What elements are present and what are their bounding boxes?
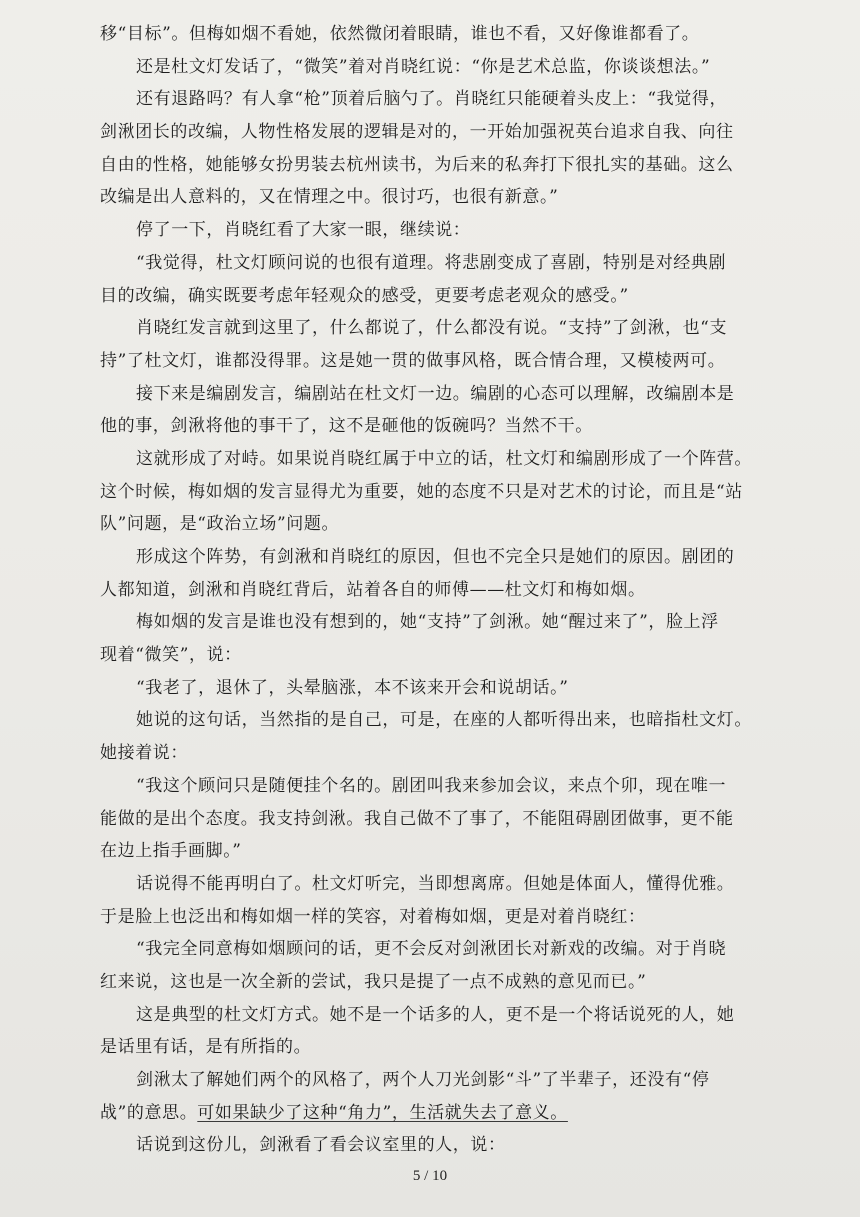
- text-line: 是话里有话，是有所指的。: [100, 1037, 312, 1058]
- text-line: 梅如烟的发言是谁也没有想到的，她“支持”了剑湫。她“醒过来了”，脸上浮: [136, 612, 719, 633]
- text-line: 人都知道，剑湫和肖晓红背后，站着各自的师傅——杜文灯和梅如烟。: [100, 579, 646, 600]
- text-line: 肖晓红发言就到这里了，什么都说了，什么都没有说。“支持”了剑湫，也“支: [136, 318, 728, 339]
- text-line: “我完全同意梅如烟顾问的话，更不会反对剑湫团长对新戏的改编。对于肖晓: [136, 939, 727, 960]
- body-text: [100, 18, 800, 1162]
- text-line: 她接着说：: [100, 743, 188, 764]
- text-line: 话说得不能再明白了。杜文灯听完，当即想离席。但她是体面人，懂得优雅。: [136, 873, 735, 894]
- text-line: 这个时候，梅如烟的发言显得尤为重要，她的态度不只是对艺术的讨论，而且是“站: [100, 481, 743, 502]
- text-line: 能做的是出个态度。我支持剑湫。我自己做不了事了，不能阻碍剧团做事，更不能: [100, 808, 734, 829]
- text-line: 这就形成了对峙。如果说肖晓红属于中立的话，杜文灯和编剧形成了一个阵营。: [136, 448, 752, 469]
- text-line: 接下来是编剧发言，编剧站在杜文灯一边。编剧的心态可以理解，改编剧本是: [136, 383, 735, 404]
- text-line: 在边上指手画脚。”: [100, 841, 242, 862]
- page-number: 5 / 10: [412, 1168, 448, 1184]
- text-line: 他的事，剑湫将他的事干了，这不是砸他的饭碗吗？当然不干。: [100, 416, 593, 437]
- text-line: 于是脸上也泛出和梅如烟一样的笑容，对着梅如烟，更是对着肖晓红：: [100, 906, 646, 927]
- text-line: 目的改编，确实既要考虑年轻观众的感受，更要考虑老观众的感受。”: [100, 285, 629, 306]
- text-line: 持”了杜文灯，谁都没得罪。这是她一贯的做事风格，既合情合理，又模棱两可。: [100, 350, 726, 371]
- text-line: 现着“微笑”，说：: [100, 645, 242, 666]
- text-line: “我觉得，杜文灯顾问说的也很有道理。将悲剧变成了喜剧，特别是对经典剧: [136, 252, 727, 273]
- text-line: 形成这个阵势，有剑湫和肖晓红的原因，但也不完全只是她们的原因。剧团的: [136, 547, 735, 567]
- text-line: [100, 1097, 800, 1130]
- text-line: 移“目标”。但梅如烟不看她，依然微闭着眼睛，谁也不看，又好像谁都看了。: [100, 24, 700, 44]
- text-line: 还是杜文灯发话了，“微笑”着对肖晓红说：“你是艺术总监，你谈谈想法。”: [136, 56, 711, 77]
- text-line: 剑湫团长的改编，人物性格发展的逻辑是对的，一开始加强祝英台追求自我、向往: [100, 122, 734, 143]
- text-line: 话说到这份儿，剑湫看了看会议室里的人，说：: [136, 1135, 506, 1156]
- text-line: 红来说，这也是一次全新的尝试，我只是提了一点不成熟的意见而已。”: [100, 971, 647, 992]
- text-line: “我老了，退休了，头晕脑涨，本不该来开会和说胡话。”: [136, 677, 569, 698]
- text-line: 队”问题，是“政治立场”问题。: [100, 514, 340, 535]
- text-segment: 战”的意思。: [100, 1102, 198, 1123]
- text-line: “我这个顾问只是随便挂个名的。剧团叫我来参加会议，来点个卯，现在唯一: [136, 775, 727, 796]
- text-line: 改编是出人意料的，又在情理之中。很讨巧，也很有新意。”: [100, 187, 559, 208]
- text-line: 停了一下，肖晓红看了大家一眼，继续说：: [136, 220, 471, 241]
- text-line: 自由的性格，她能够女扮男装去杭州读书，为后来的私奔打下很扎实的基础。这么: [100, 154, 734, 175]
- text-line: 剑湫太了解她们两个的风格了，两个人刀光剑影“斗”了半辈子，还没有“停: [136, 1070, 710, 1090]
- underlined-sentence: 可如果缺少了这种“角力”，生活就失去了意义。: [197, 1102, 568, 1123]
- text-line: 她说的这句话，当然指的是自己，可是，在座的人都听得出来，也暗指杜文灯。: [136, 710, 752, 731]
- text-line: 还有退路吗？有人拿“枪”顶着后脑勺了。肖晓红只能硬着头皮上：“我觉得，: [136, 89, 728, 110]
- text-line: 这是典型的杜文灯方式。她不是一个话多的人，更不是一个将话说死的人，她: [136, 1004, 735, 1025]
